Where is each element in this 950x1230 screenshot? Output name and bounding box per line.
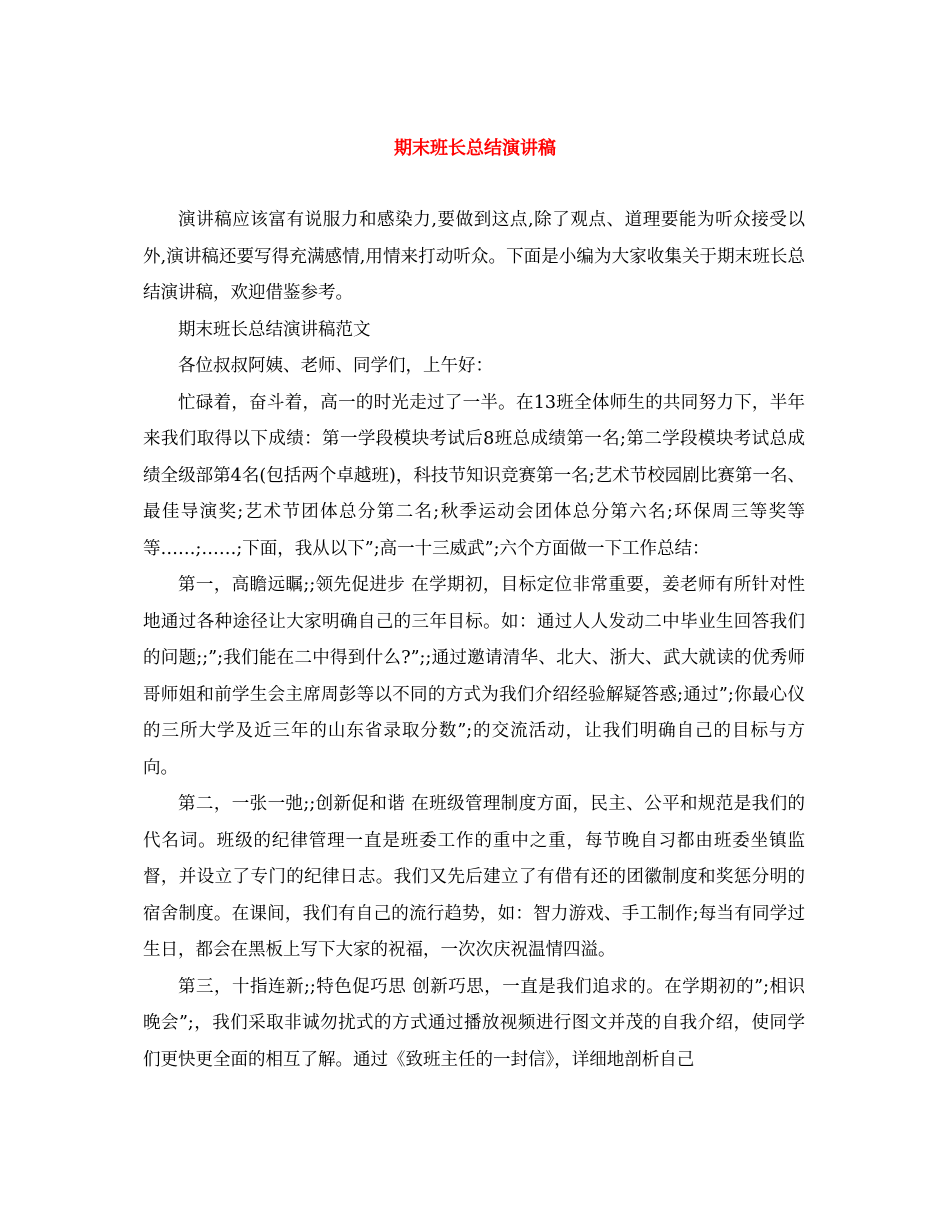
achievements-paragraph: 忙碌着，奋斗着，高一的时光走过了一半。在13班全体师生的共同努力下，半年来我们取得以下成绩：第一学段模块考试后8班总成绩第一名;第二学段模块考试总成绩全级部第4名(包括两个卓越班)，科技节知识竞赛第一名;艺术节校园剧比赛第一名、最佳导演奖;艺术节团体总分第二名;秋季运动会团体总分第六名;环保周三等奖等等……;……;下面，我从以下”;高一十三威武”;六个方面做一下工作总结： bbox=[143, 392, 805, 559]
third-point-paragraph: 第三，十指连新;;特色促巧思 创新巧思，一直是我们追求的。在学期初的”;相识晚会”;，我们采取非诚勿扰式的方式通过播放视频进行图文并茂的自我介绍，使同学们更快更全面的相互了解。通过《致班主任的一封信》，详细地剖析自己 bbox=[143, 976, 805, 1070]
greeting-paragraph: 各位叔叔阿姨、老师、同学们，上午好： bbox=[178, 356, 493, 376]
document-body bbox=[143, 202, 805, 1078]
second-point-paragraph: 第二，一张一弛;;创新促和谐 在班级管理制度方面，民主、公平和规范是我们的代名词。班级的纪律管理一直是班委工作的重中之重，每节晚自习都由班委坐镇监督，并设立了专门的纪律日志。我们又先后建立了有借有还的团徽制度和奖惩分明的宿舍制度。在课间，我们有自己的流行趋势，如：智力游戏、手工制作;每当有同学过生日，都会在黑板上写下大家的祝福，一次次庆祝温情四溢。 bbox=[143, 794, 805, 960]
intro-paragraph: 演讲稿应该富有说服力和感染力,要做到这点,除了观点、道理要能为听众接受以外,演讲稿还要写得充满感情,用情来打动听众。下面是小编为大家收集关于期末班长总结演讲稿，欢迎借鉴参考。 bbox=[143, 210, 805, 303]
first-point-paragraph: 第一，高瞻远瞩;;领先促进步 在学期初，目标定位非常重要，姜老师有所针对性地通过各种途径让大家明确自己的三年目标。如：通过人人发动二中毕业生回答我们的问题;;”;我们能在二中得到什么?”;;通过邀请清华、北大、浙大、武大就读的优秀师哥师姐和前学生会主席周彭等以不同的方式为我们介绍经验解疑答惑;通过”;你最心仪的三所大学及近三年的山东省录取分数”;的交流活动，让我们明确自己的目标与方向。 bbox=[143, 575, 805, 778]
section-heading: 期末班长总结演讲稿范文 bbox=[178, 319, 371, 340]
page-title: 期末班长总结演讲稿 bbox=[394, 138, 556, 159]
